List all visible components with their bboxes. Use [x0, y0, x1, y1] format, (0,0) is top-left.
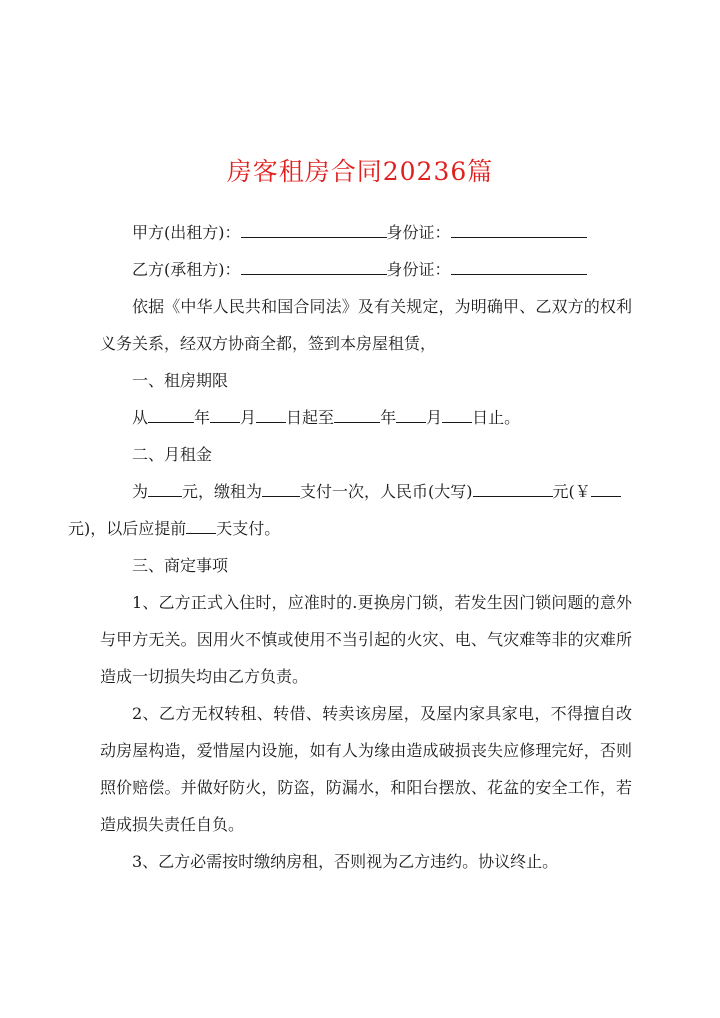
party-b-label: 乙方(承租方)：	[132, 260, 241, 279]
party-b-name-blank	[241, 260, 387, 275]
clause-2: 2、乙方无权转租、转借、转卖该房屋，及屋内家具家电，不得擅自改动房屋构造，爱惜屋内设施，如有人为缘由造成破损丧失应修理完好，否则照价赔偿。并做好防火，防盗，防漏水，和阳台摆放、花盆的安全工作，若造成损失责任自负。	[100, 704, 632, 834]
start-day-blank	[256, 408, 286, 423]
term-day-start: 日起至	[286, 408, 335, 427]
party-b-id-label: 身份证：	[386, 260, 451, 279]
term-month-1: 月	[240, 408, 257, 427]
term-day-end: 日止。	[472, 408, 521, 427]
payment-period-blank	[262, 482, 300, 497]
section-2-heading: 二、月租金	[132, 445, 213, 464]
clause-1: 1、乙方正式入住时，应准时的.更换房门锁，若发生因门锁问题的意外与甲方无关。因用火不慎或使用不当引起的火灾、电、气灾难等非的灾难所造成一切损失均由乙方负责。	[100, 593, 632, 686]
clause-3: 3、乙方必需按时缴纳房租，否则视为乙方违约。协议终止。	[132, 852, 559, 871]
rmb-number-blank	[591, 482, 621, 497]
section-1-heading: 一、租房期限	[132, 371, 229, 390]
party-a-id-label: 身份证：	[386, 223, 451, 242]
party-a-name-blank	[241, 223, 387, 238]
rent-text-2: 元，缴租为	[182, 482, 263, 501]
rent-text-1: 为	[132, 482, 149, 501]
term-year-2: 年	[380, 408, 397, 427]
term-from: 从	[132, 408, 149, 427]
party-a-label: 甲方(出租方)：	[132, 223, 241, 242]
end-day-blank	[442, 408, 472, 423]
rmb-words-blank	[473, 482, 553, 497]
term-month-2: 月	[426, 408, 443, 427]
rent-paragraph	[68, 473, 632, 547]
party-a-line	[100, 214, 632, 251]
term-year-1: 年	[194, 408, 211, 427]
rent-text-4: 元(￥	[552, 482, 591, 501]
start-month-blank	[210, 408, 240, 423]
rent-text-6: 天支付。	[216, 519, 281, 538]
party-a-id-blank	[451, 223, 587, 238]
term-line	[100, 399, 632, 436]
end-month-blank	[396, 408, 426, 423]
start-year-blank	[148, 408, 194, 423]
document-body	[68, 214, 632, 880]
end-year-blank	[334, 408, 380, 423]
section-3-heading: 三、商定事项	[132, 556, 229, 575]
document-title: 房客租房合同20236篇	[226, 157, 494, 186]
rent-text-5: 元)，以后应提前	[68, 519, 187, 538]
rent-amount-blank	[148, 482, 182, 497]
party-b-line	[100, 251, 632, 288]
advance-days-blank	[186, 519, 216, 534]
party-b-id-blank	[451, 260, 587, 275]
rent-text-3: 支付一次，人民币(大写)	[300, 482, 473, 501]
intro-paragraph: 依据《中华人民共和国合同法》及有关规定，为明确甲、乙双方的权利义务关系，经双方协商全都，签到本房屋租赁，	[100, 297, 632, 353]
